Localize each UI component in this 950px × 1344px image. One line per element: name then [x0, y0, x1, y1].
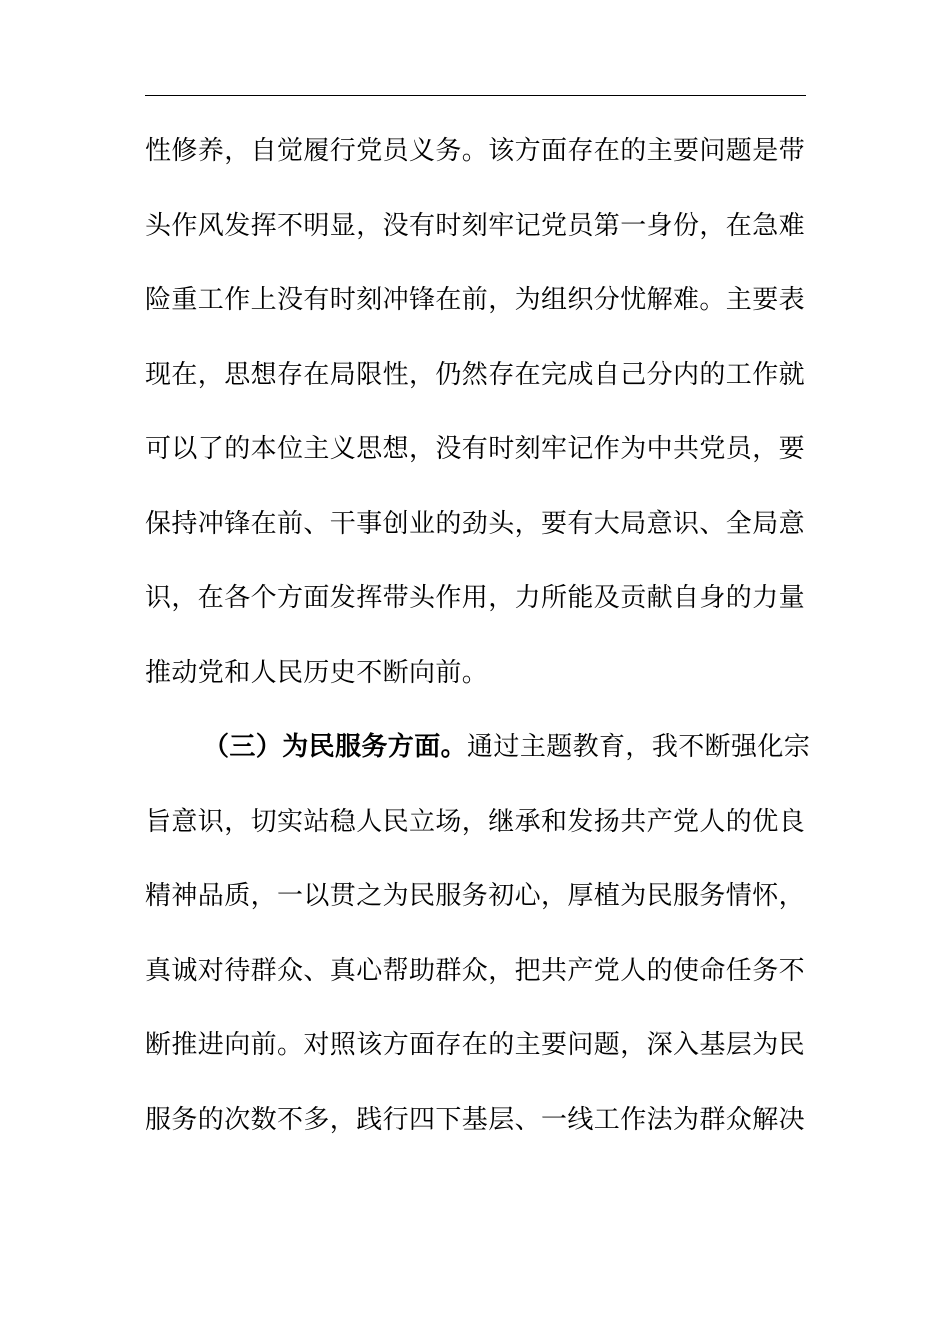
text-line: 保持冲锋在前、干事创业的劲头，要有大局意识、全局意 — [145, 508, 806, 539]
document-body — [145, 126, 811, 1169]
text-line: 现在，思想存在局限性，仍然存在完成自己分内的工作就 — [145, 359, 806, 390]
text-line: 头作风发挥不明显，没有时刻牢记党员第一身份，在急难 — [145, 210, 806, 241]
text-line: 精神品质，一以贯之为民服务初心，厚植为民服务情怀， — [145, 881, 806, 911]
text-line: 断推进向前。对照该方面存在的主要问题，深入基层为民 — [145, 1030, 806, 1060]
text-run: 通过主题教育，我不断强化宗 — [467, 732, 811, 762]
text-line: 险重工作上没有时刻冲锋在前，为组织分忧解难。主要表 — [145, 285, 806, 315]
text-line: 推动党和人民历史不断向前。 — [145, 657, 489, 688]
text-line: 可以了的本位主义思想，没有时刻牢记作为中共党员，要 — [145, 434, 806, 464]
text-line: 识，在各个方面发挥带头作用，力所能及贡献自身的力量 — [145, 583, 806, 613]
text-line: 旨意识，切实站稳人民立场，继承和发扬共产党人的优良 — [145, 806, 806, 837]
section-heading: （三）为民服务方面。 — [203, 732, 468, 762]
text-line: 性修养，自觉履行党员义务。该方面存在的主要问题是带 — [145, 136, 806, 166]
text-line: 真诚对待群众、真心帮助群众，把共产党人的使命任务不 — [145, 955, 806, 986]
text-line: 服务的次数不多，践行四下基层、一线工作法为群众解决 — [145, 1104, 806, 1135]
header-rule — [145, 95, 806, 96]
paragraph-first-line — [145, 722, 811, 797]
paragraph-2 — [145, 722, 811, 1169]
paragraph-1 — [145, 126, 806, 722]
